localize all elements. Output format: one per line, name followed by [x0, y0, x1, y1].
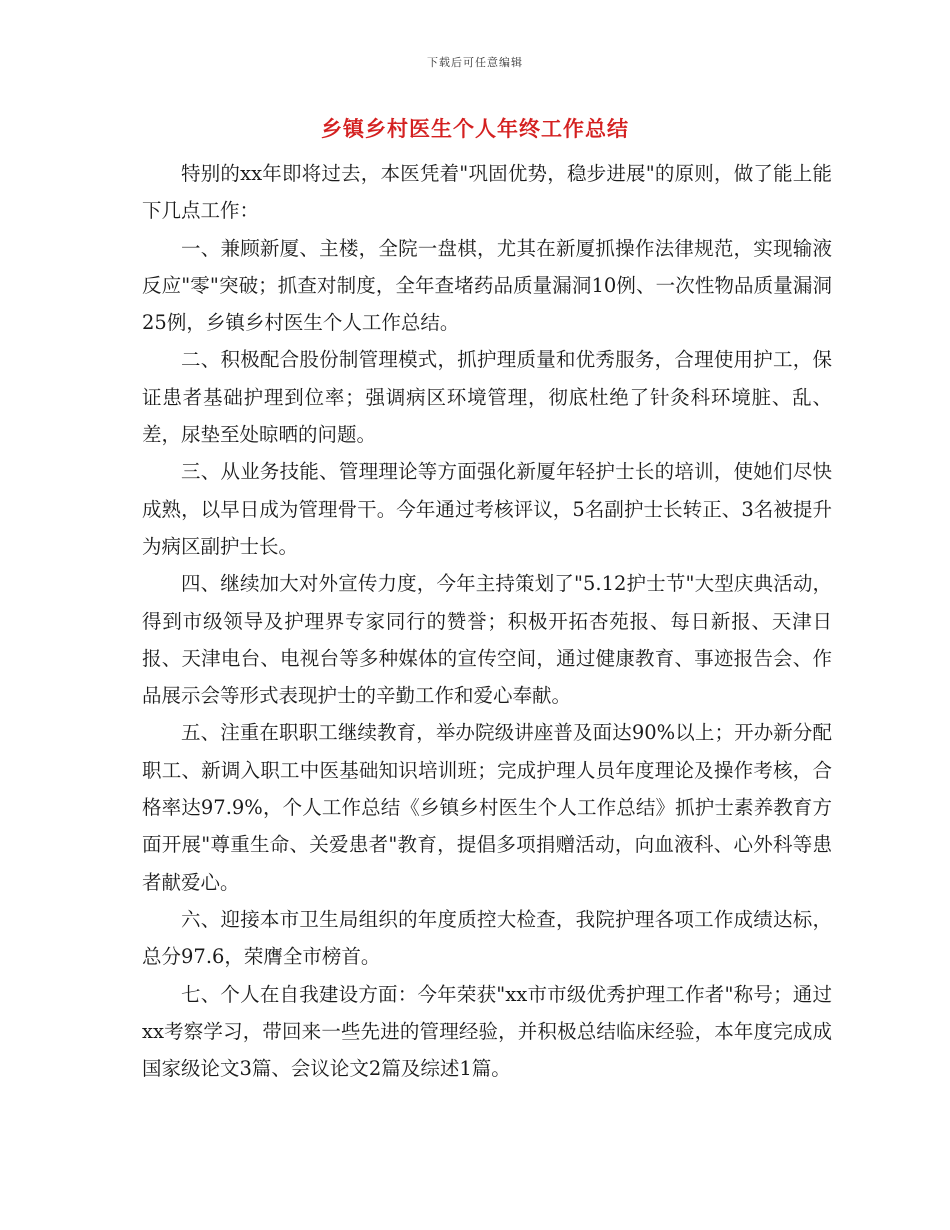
paragraph-item-3: 三、从业务技能、管理理论等方面强化新厦年轻护士长的培训，使她们尽快成熟，以早日成为管理骨干。今年通过考核评议，5名副护士长转正、3名被提升为病区副护士长。 [142, 460, 832, 558]
paragraph-item-2: 二、积极配合股份制管理模式，抓护理质量和优秀服务，合理使用护工，保证患者基础护理到位率；强调病区环境管理，彻底杜绝了针灸科环境脏、乱、差，尿垫至处晾晒的问题。 [142, 348, 832, 447]
paragraph-item-4: 四、继续加大对外宣传力度，今年主持策划了"5.12护士节"大型庆典活动，得到市级领导及护理界专家同行的赞誉；积极开拓杏苑报、每日新报、天津日报、天津电台、电视台等多种媒体的宣传空间，通过健康教育、事迹报告会、作品展示会等形式表现护士的辛勤工作和爱心奉献。 [142, 572, 832, 708]
paragraph-item-6: 六、迎接本市卫生局组织的年度质控大检查，我院护理各项工作成绩达标，总分97.6，荣膺全市榜首。 [142, 907, 832, 969]
document-body [142, 155, 832, 1087]
page-header-note: 下载后可任意编辑 [427, 56, 523, 69]
paragraph-item-5: 五、注重在职职工继续教育，举办院级讲座普及面达90%以上；开办新分配职工、新调入职工中医基础知识培训班；完成护理人员年度理论及操作考核，合格率达97.9%，个人工作总结《乡镇乡村医生个人工作总结》抓护士素养教育方面开展"尊重生命、关爱患者"教育，提倡多项捐赠活动，向血液科、心外科等患者献爱心。 [142, 721, 832, 894]
paragraph-intro: 特别的xx年即将过去，本医凭着"巩固优势，稳步进展"的原则，做了能上能下几点工作： [142, 162, 832, 223]
paragraph-item-1: 一、兼顾新厦、主楼，全院一盘棋，尤其在新厦抓操作法律规范，实现输液反应"零"突破；抓查对制度，全年查堵药品质量漏洞10例、一次性物品质量漏洞25例，乡镇乡村医生个人工作总结。 [142, 236, 832, 335]
paragraph-item-7: 七、个人在自我建设方面：今年荣获"xx市市级优秀护理工作者"称号；通过xx考察学习，带回来一些先进的管理经验，并积极总结临床经验，本年度完成成国家级论文3篇、会议论文2篇及综述1篇。 [142, 982, 832, 1081]
document-title: 乡镇乡村医生个人年终工作总结 [321, 116, 629, 141]
